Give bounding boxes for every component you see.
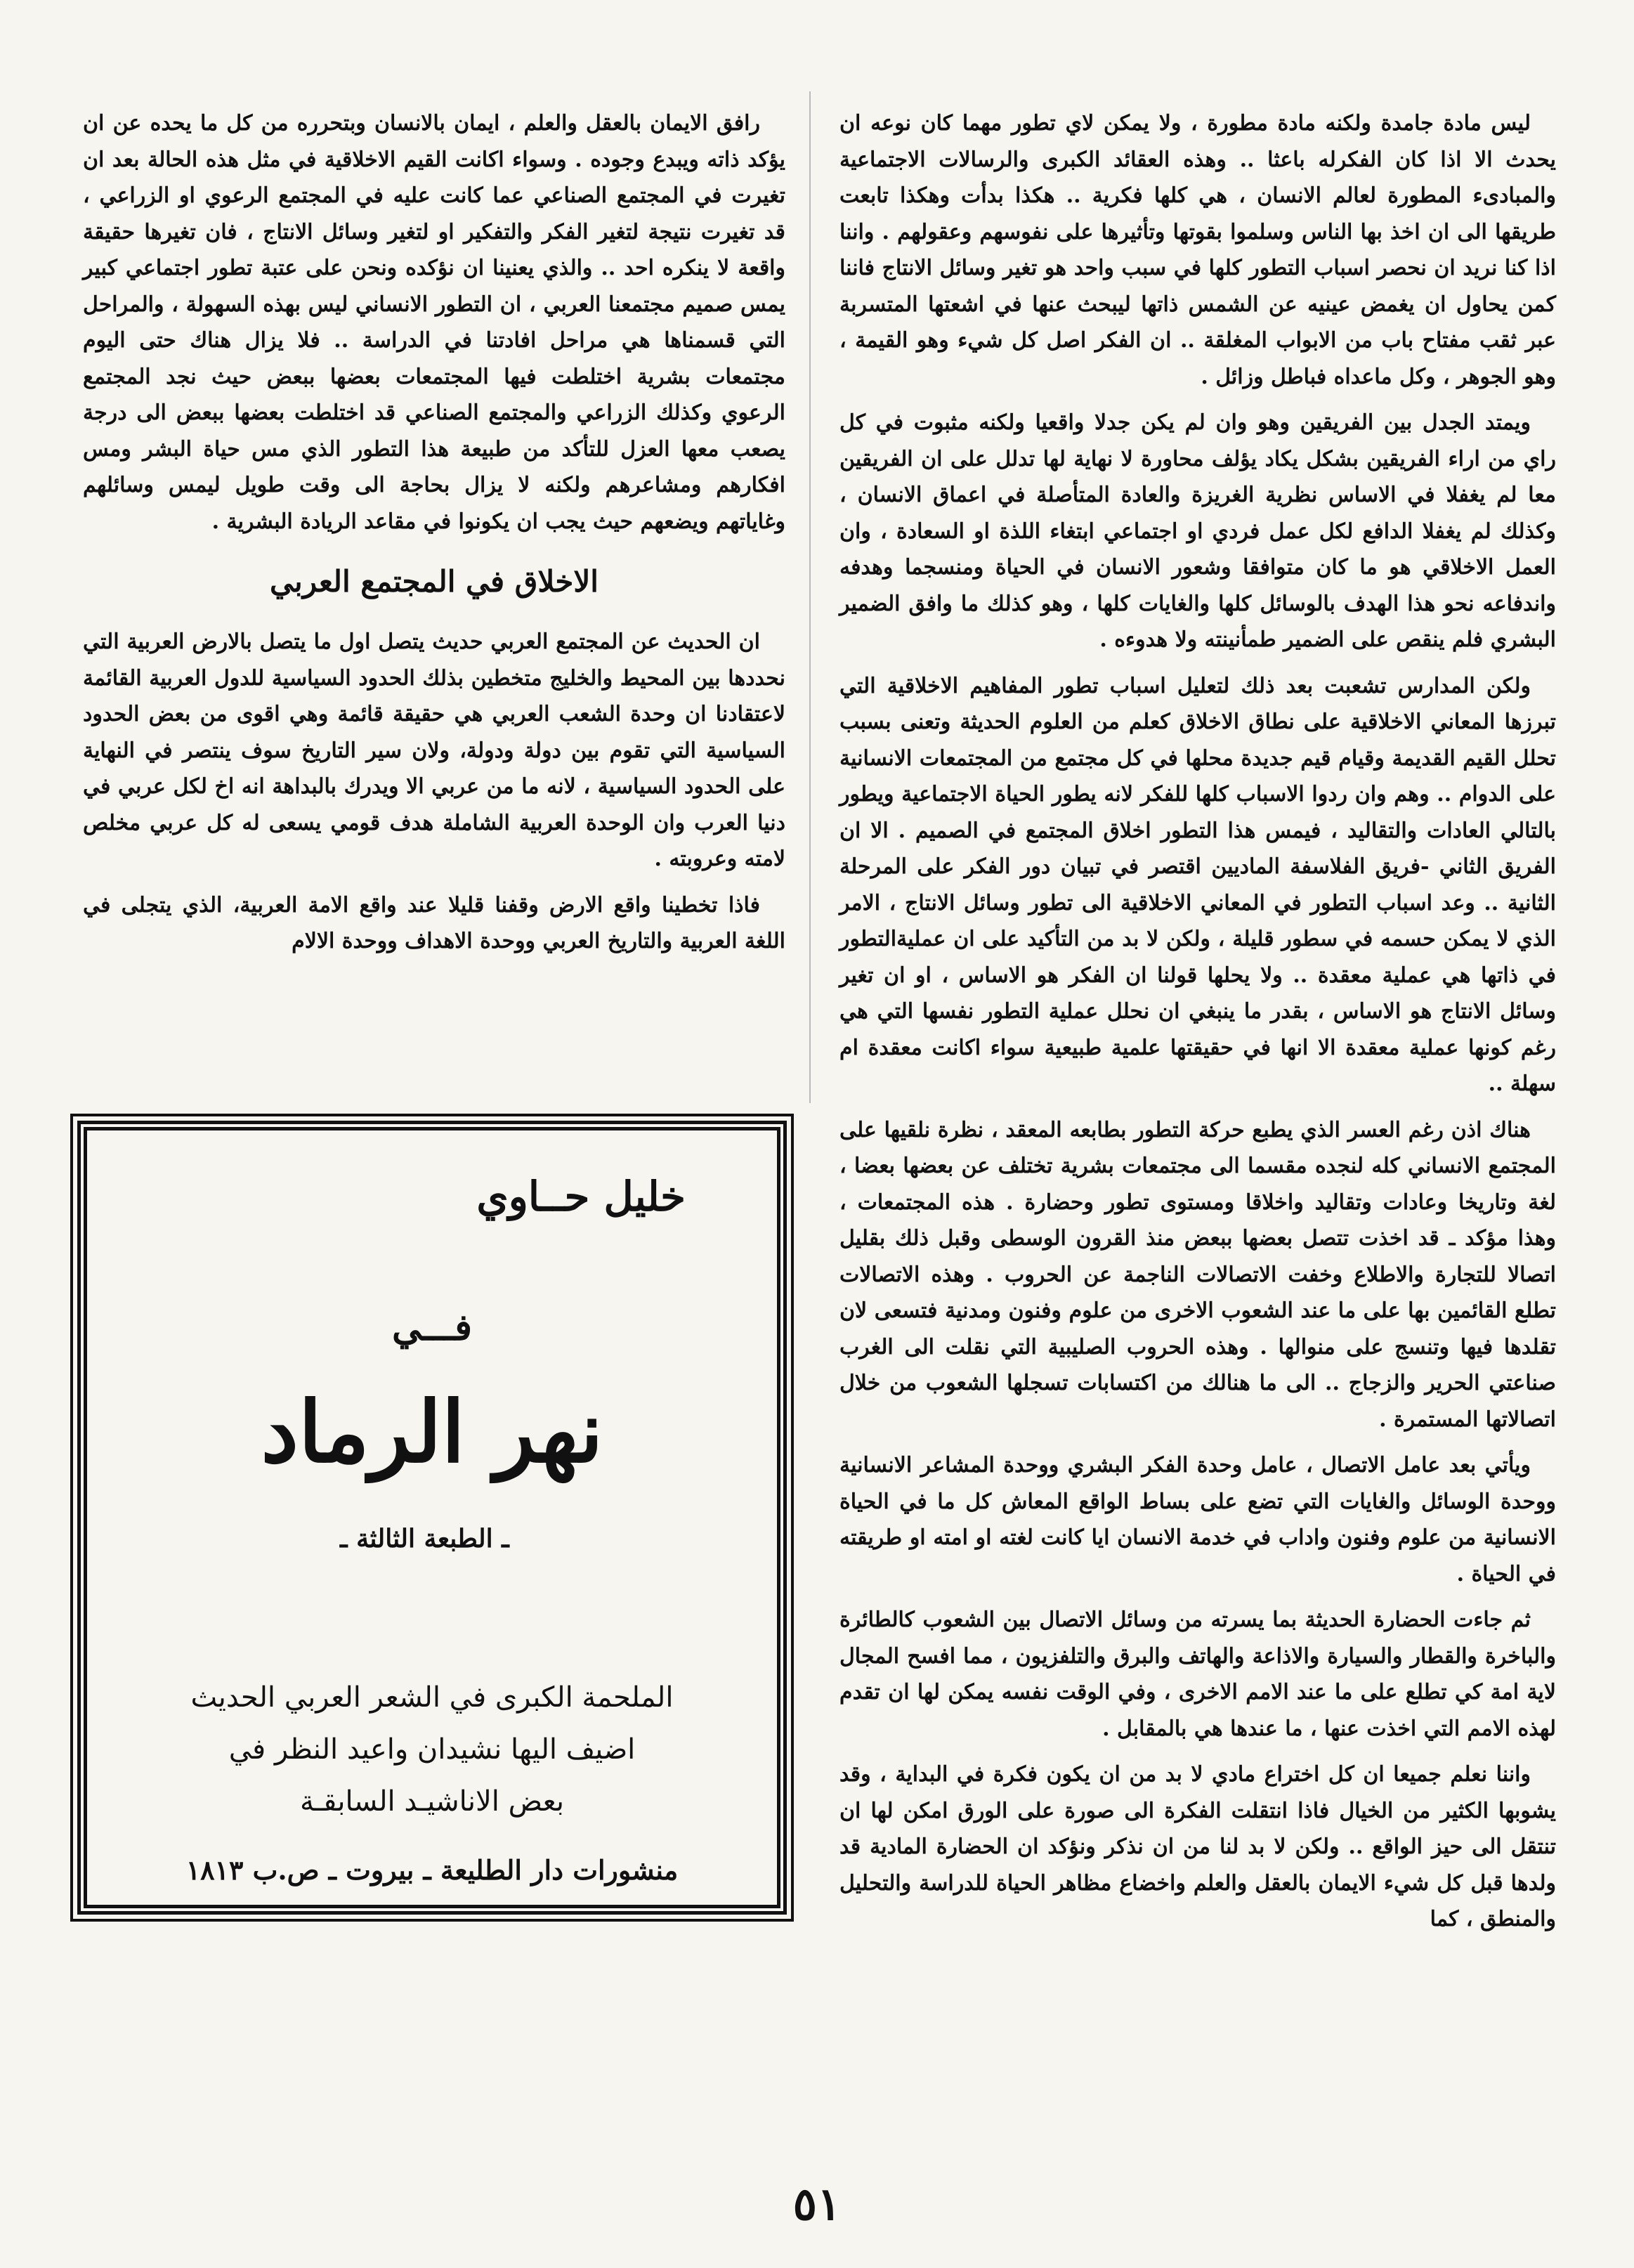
section-heading: الاخلاق في المجتمع العربي [270,564,599,599]
paragraph: هناك اذن رغم العسر الذي يطبع حركة التطور بطابعه المعقد ، نظرة نلقيها على المجتمع الانساني كله لنجده مقسما الى مجتمعات بشرية تختلف عن بعضها بعضا ، لغة وتاريخا وعادات وتقاليد واخلاقا ومستوى تطور وحضارة . هذه المجتمعات ، وهذا مؤكد ـ قد اخذت تتصل بعضها ببعض منذ القرون الوسطى وقبل ذلك بقليل اتصالا للتجارة والاطلاع وخفت الاتصالات الناجمة عن الحروب . وهذه الاتصالات تطلع القائمين بها على ما عند الشعوب الاخرى من علوم وفنون ومدنية فتسعى لان تقلدها فيها وتنسج على منوالها . وهذه الحروب الصليبية التي نقلت الى الغرب صناعتي الحرير والزجاج .. الى ما هنالك من اكتسابات تسجلها الشعوب من خلال اتصالاتها المستمرة . [839,1117,1556,1432]
ad-description-line: الملحمة الكبرى في الشعر العربي الحديث [190,1681,674,1714]
paragraph: فاذا تخطينا واقع الارض وقفنا قليلا عند واقع الامة العربية، الذي يتجلى في اللغة العربية والتاريخ العربي ووحدة الاهداف ووحدة الالام [83,892,785,953]
ad-description [115,1671,749,1827]
ad-preposition: فـــي [392,1306,472,1349]
paragraph: رافق الايمان بالعقل والعلم ، ايمان بالانسان وبتحرره من كل ما يحده عن ان يؤكد ذاته ويبدع وجوده . وسواء اكانت القيم الاخلاقية في مثل هذه الحالة بعد ان تغيرت في المجتمع الصناعي عما كانت عليه في المجتمع الرعوي او الزراعي ، قد تغيرت نتيجة لتغير الفكر والتفكير او لتغير وسائل الانتاج ، فان تغيرها حقيقة واقعة لا ينكره احد .. والذي يعنينا ان نؤكده ونحن على عتبة تطور اجتماعي كبير يمس صميم مجتمعنا العربي ، ان التطور الانساني ليس بهذه السهولة ، والمراحل التي قسمناها هي مراحل افادتنا في الدراسة .. فلا يزال هناك حتى اليوم مجتمعات بشرية اختلطت فيها المجتمعات بعضها ببعض حيث نجد المجتمع الرعوي وكذلك الزراعي والمجتمع الصناعي قد اختلطت بعضها ببعض الى درجة يصعب معها العزل للتأكد من طبيعة هذا التطور الذي مس حياة البشر ومس افكارهم ومشاعرهم ولكنه لا يزال بحاجة الى وقت طويل ليمس وسائلهم وغاياتهم ويضعهم حيث يجب ان يكونوا في مقاعد الريادة البشرية . [83,111,785,534]
ad-publisher: منشورات دار الطليعة ـ بيروت ـ ص.ب ١٨١٣ [185,1854,679,1886]
right-column [839,105,1556,1948]
ad-author: خليل حــاوي [476,1173,686,1220]
paragraph: ولكن المدارس تشعبت بعد ذلك لتعليل اسباب تطور المفاهيم الاخلاقية التي تبرزها المعاني الاخلاقية على نطاق الاخلاق كعلم من العلوم الحديثة وتعنى بسبب تحلل القيم القديمة وقيام قيم جديدة محلها في كل مجتمع من المجتمعات الانسانية على الدوام .. وهم وان ردوا الاسباب كلها للفكر لانه يطور الحياة الاجتماعية ويطور بالتالي العادات والتقاليد ، فيمس هذا التطور اخلاق المجتمع في الصميم . الا ان الفريق الثاني -فريق الفلاسفة الماديين اقتصر في تبيان دور الفكر على المرحلة الثانية .. وعد اسباب التطور في المعاني الاخلاقية الى تطور وسائل الانتاج ، الامر الذي لا يمكن حسمه في سطور قليلة ، ولكن لا بد من التأكيد على ان عمليةالتطور في ذاتها هي عملية معقدة .. ولا يحلها قولنا ان الفكر هو الاساس ، او ان تغير وسائل الانتاج هو الاساس ، بقدر ما ينبغي ان نحلل عملية التطور نفسها التي هي رغم كونها عملية معقدة الا انها في حقيقتها علمية طبيعية سواء اكانت معقدة ام سهلة .. [839,673,1556,1096]
paragraph: ثم جاءت الحضارة الحديثة بما يسرته من وسائل الاتصال بين الشعوب كالطائرة والباخرة والقطار والسيارة والاذاعة والهاتف والبرق والتلفزيون ، مما افسح المجال لاية امة كي تطلع على ما عند الامم الاخرى ، وفي الوقت نفسه يمكن لها ان تقدم لهذه الامم التي اخذت عنها ، ما عندها هي بالمقابل . [839,1608,1556,1741]
page-number: ٥١ [792,2178,842,2231]
left-column [83,105,785,970]
paragraph: ويأتي بعد عامل الاتصال ، عامل وحدة الفكر البشري ووحدة المشاعر الانسانية ووحدة الوسائل والغايات التي تضع على بساط الواقع المعاش كل ما في الحياة الانسانية من علوم وفنون واداب في خدمة الانسان ايا كانت لغته او امته او طريقته في الحياة . [839,1453,1556,1586]
paragraph: ان الحديث عن المجتمع العربي حديث يتصل اول ما يتصل بالارض العربية التي نحددها بين المحيط والخليج متخطين بذلك الحدود السياسية للدول العربية القائمة لاعتقادنا ان وحدة الشعب العربي هي حقيقة قائمة وهي اقوى من بعض الحدود السياسية التي تقوم بين دولة ودولة، ولان سير التاريخ سوف ينتصر في النهاية على الحدود السياسية ، لانه ما من عربي الا ويدرك بالبداهة انه اخ لكل عربي في دنيا العرب وان الوحدة العربية الشاملة هدف قومي يسعى له كل عربي مخلص لامته وعروبته . [83,630,785,871]
book-advertisement [77,1121,787,1915]
ad-description-line: اضيف اليها نشيدان واعيد النظر في [228,1733,636,1766]
paragraph: ليس مادة جامدة ولكنه مادة مطورة ، ولا يمكن لاي تطور مهما كان نوعه ان يحدث الا اذا كان الفكرله باعثا .. وهذه العقائد الكبرى والرسالات الاجتماعية والمبادىء المطورة لعالم الانسان ، هي كلها فكرية .. هكذا بدأت وهكذا تابعت طريقها الى ان اخذ بها الناس وسلموا بقوتها وتأثيرها على نفوسهم وعقولهم . واننا اذا كنا نريد ان نحصر اسباب التطور كلها في سبب واحد هو تغير وسائل الانتاج فاننا كمن يحاول ان يغمض عينيه عن الشمس ذاتها ليبحث عنها في اشعتها المتسربة عبر ثقب مفتاح باب من الابواب المغلقة .. ان الفكر اصل كل شيء وهو القيمة ، وهو الجوهر ، وكل ماعداه فباطل وزائل . [839,111,1556,389]
ad-edition: ـ الطبعة الثالثة ـ [340,1524,509,1553]
paragraph: ويمتد الجدل بين الفريقين وهو وان لم يكن جدلا واقعيا ولكنه مثبوت في كل راي من اراء الفريقين بشكل يكاد يؤلف محاورة لا نهاية لها تدلل على ان الفريقين معا لم يغفلا في الاساس نظرية الغريزة والعادة المتأصلة في اعماق الانسان ، وكذلك لم يغفلا الدافع لكل عمل فردي او اجتماعي ابتغاء اللذة او السعادة ، وان العمل الاخلاقي هو ما كان متوافقا وشعور الانسان في الحياة ومنسجما وهدفه واندفاعه نحو هذا الهدف بالوسائل كلها والغايات كلها ، وهو كذلك ما وافق الضمير البشري فلم ينقص على الضمير طمأنينته ولا هدوءه . [839,410,1556,652]
ad-description-line: بعض الاناشيـد السابقـة [299,1785,565,1818]
column-divider [809,91,811,1103]
paragraph: واننا نعلم جميعا ان كل اختراع مادي لا بد من ان يكون فكرة في البداية ، وقد يشوبها الكثير من الخيال فاذا انتقلت الفكرة الى صورة على الورق امكن لها ان تنتقل الى حيز الواقع .. ولكن لا بد لنا من ان نذكر ونؤكد ان الحضارة المادية قد ولدها قبل كل شيء الايمان بالعقل والعلم واخضاع مظاهر الحياة للدراسة والتحليل والمنطق ، كما [839,1762,1556,1931]
ad-book-title: نهر الرماد [261,1383,603,1482]
